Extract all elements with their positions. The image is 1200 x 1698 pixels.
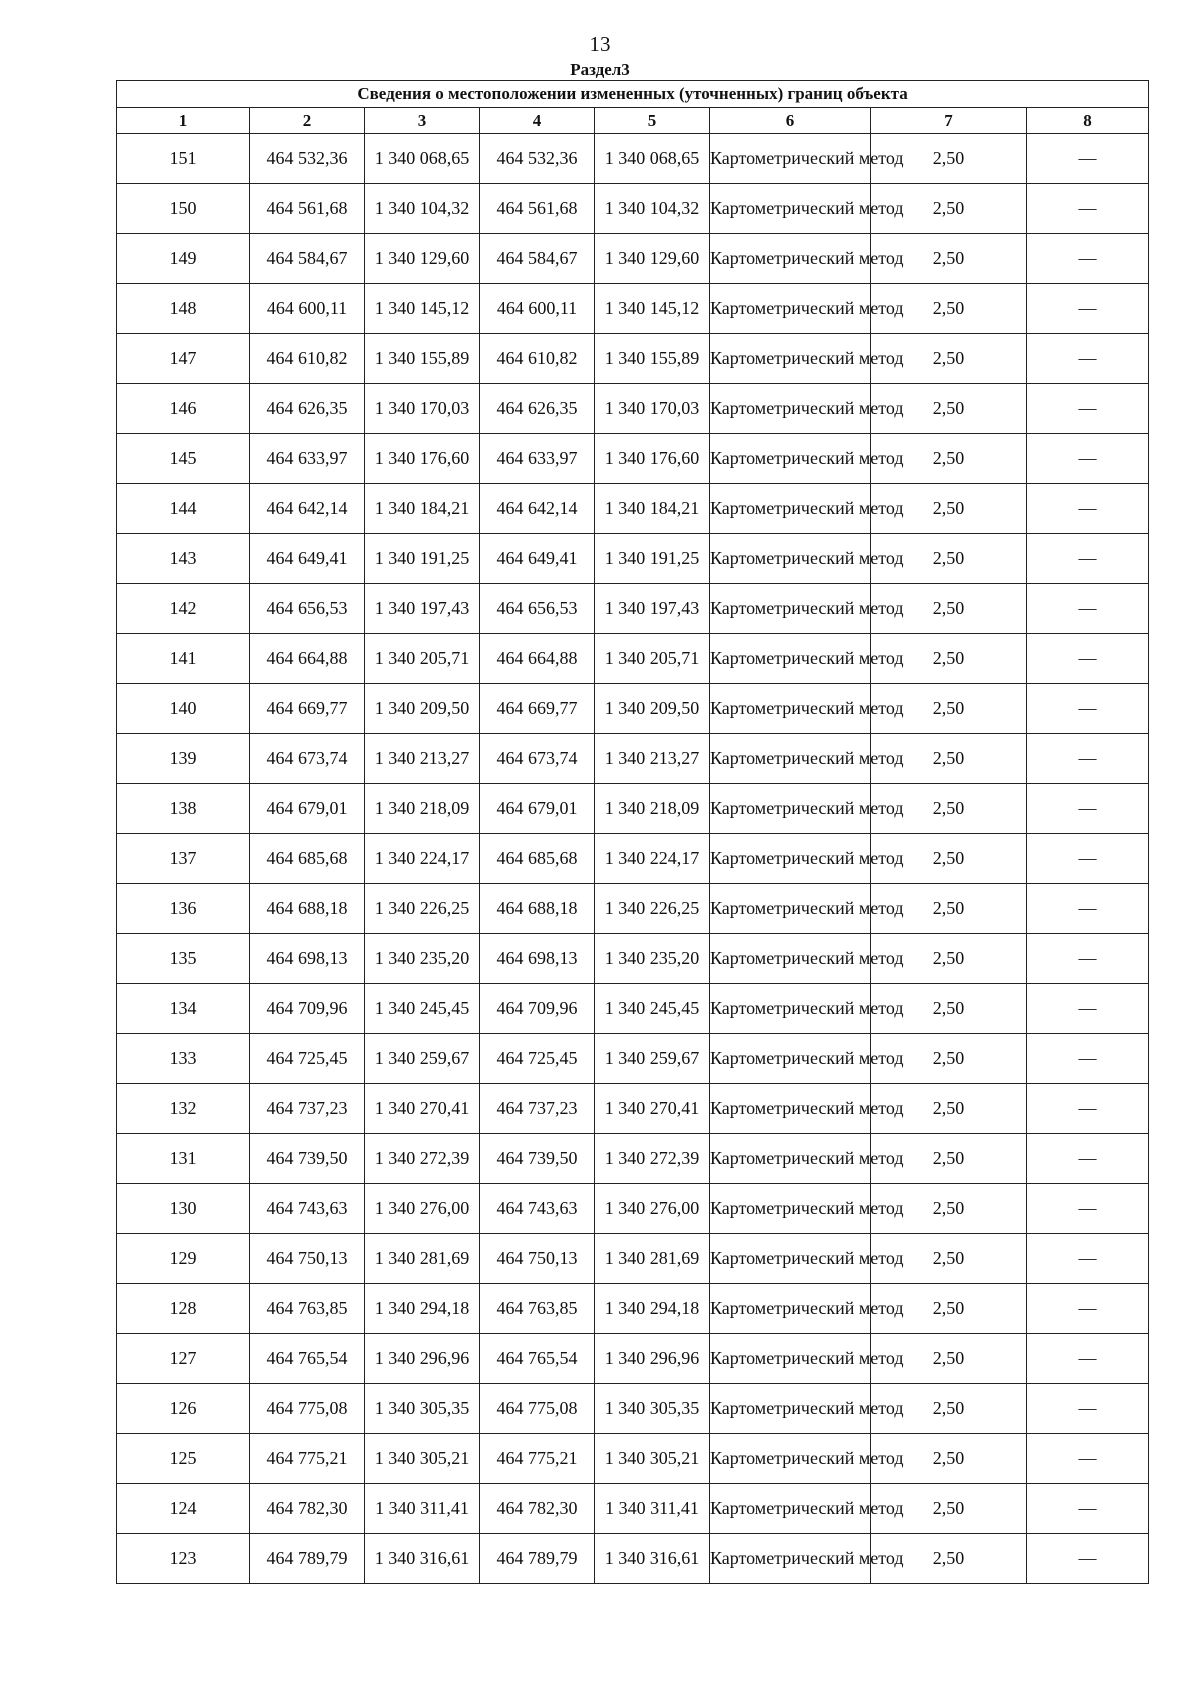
x-old-cell: 464 669,77 xyxy=(250,684,365,734)
accuracy-cell: 2,50 xyxy=(871,284,1027,334)
x-old-cell: 464 775,08 xyxy=(250,1384,365,1434)
accuracy-cell: 2,50 xyxy=(871,734,1027,784)
point-number-cell: 129 xyxy=(117,1234,250,1284)
x-old-cell: 464 765,54 xyxy=(250,1334,365,1384)
point-number-cell: 142 xyxy=(117,584,250,634)
method-cell: Картометрический метод xyxy=(710,684,871,734)
point-number-cell: 147 xyxy=(117,334,250,384)
method-cell: Картометрический метод xyxy=(710,584,871,634)
y-new-cell: 1 340 184,21 xyxy=(595,484,710,534)
table-row xyxy=(117,434,1149,484)
x-old-cell: 464 725,45 xyxy=(250,1034,365,1084)
x-new-cell: 464 626,35 xyxy=(480,384,595,434)
y-old-cell: 1 340 294,18 xyxy=(365,1284,480,1334)
y-old-cell: 1 340 276,00 xyxy=(365,1184,480,1234)
boundary-coordinates-table xyxy=(116,80,1149,1584)
y-old-cell: 1 340 205,71 xyxy=(365,634,480,684)
y-new-cell: 1 340 311,41 xyxy=(595,1484,710,1534)
point-number-cell: 137 xyxy=(117,834,250,884)
table-caption: Сведения о местоположении измененных (уточненных) границ объекта xyxy=(117,81,1149,108)
note-cell: — xyxy=(1027,584,1149,634)
y-new-cell: 1 340 294,18 xyxy=(595,1284,710,1334)
x-new-cell: 464 633,97 xyxy=(480,434,595,484)
x-new-cell: 464 610,82 xyxy=(480,334,595,384)
point-number-cell: 133 xyxy=(117,1034,250,1084)
x-old-cell: 464 532,36 xyxy=(250,134,365,184)
column-number: 4 xyxy=(480,108,595,134)
point-number-cell: 131 xyxy=(117,1134,250,1184)
y-new-cell: 1 340 213,27 xyxy=(595,734,710,784)
y-old-cell: 1 340 184,21 xyxy=(365,484,480,534)
y-new-cell: 1 340 305,21 xyxy=(595,1434,710,1484)
column-number-row xyxy=(117,108,1149,134)
table-row xyxy=(117,534,1149,584)
column-number: 1 xyxy=(117,108,250,134)
column-number: 5 xyxy=(595,108,710,134)
accuracy-cell: 2,50 xyxy=(871,1484,1027,1534)
x-old-cell: 464 782,30 xyxy=(250,1484,365,1534)
point-number-cell: 144 xyxy=(117,484,250,534)
x-old-cell: 464 750,13 xyxy=(250,1234,365,1284)
section-title: Раздел3 xyxy=(570,60,630,79)
x-new-cell: 464 642,14 xyxy=(480,484,595,534)
point-number-cell: 132 xyxy=(117,1084,250,1134)
method-cell: Картометрический метод xyxy=(710,1484,871,1534)
y-old-cell: 1 340 259,67 xyxy=(365,1034,480,1084)
note-cell: — xyxy=(1027,784,1149,834)
x-old-cell: 464 739,50 xyxy=(250,1134,365,1184)
x-new-cell: 464 600,11 xyxy=(480,284,595,334)
method-cell: Картометрический метод xyxy=(710,234,871,284)
x-new-cell: 464 685,68 xyxy=(480,834,595,884)
point-number-cell: 125 xyxy=(117,1434,250,1484)
y-old-cell: 1 340 176,60 xyxy=(365,434,480,484)
y-new-cell: 1 340 235,20 xyxy=(595,934,710,984)
method-cell: Картометрический метод xyxy=(710,1534,871,1584)
note-cell: — xyxy=(1027,1484,1149,1534)
y-new-cell: 1 340 218,09 xyxy=(595,784,710,834)
method-cell: Картометрический метод xyxy=(710,1234,871,1284)
note-cell: — xyxy=(1027,834,1149,884)
point-number-cell: 136 xyxy=(117,884,250,934)
y-old-cell: 1 340 209,50 xyxy=(365,684,480,734)
x-old-cell: 464 626,35 xyxy=(250,384,365,434)
y-old-cell: 1 340 226,25 xyxy=(365,884,480,934)
x-old-cell: 464 743,63 xyxy=(250,1184,365,1234)
table-row xyxy=(117,1084,1149,1134)
table-body xyxy=(117,134,1149,1584)
x-new-cell: 464 698,13 xyxy=(480,934,595,984)
x-new-cell: 464 709,96 xyxy=(480,984,595,1034)
table-row xyxy=(117,1234,1149,1284)
point-number-cell: 143 xyxy=(117,534,250,584)
accuracy-cell: 2,50 xyxy=(871,1234,1027,1284)
y-new-cell: 1 340 259,67 xyxy=(595,1034,710,1084)
point-number-cell: 130 xyxy=(117,1184,250,1234)
y-new-cell: 1 340 104,32 xyxy=(595,184,710,234)
accuracy-cell: 2,50 xyxy=(871,1434,1027,1484)
note-cell: — xyxy=(1027,1134,1149,1184)
column-number: 7 xyxy=(871,108,1027,134)
method-cell: Картометрический метод xyxy=(710,784,871,834)
x-new-cell: 464 561,68 xyxy=(480,184,595,234)
note-cell: — xyxy=(1027,1384,1149,1434)
point-number-cell: 150 xyxy=(117,184,250,234)
method-cell: Картометрический метод xyxy=(710,984,871,1034)
table-row xyxy=(117,1034,1149,1084)
y-old-cell: 1 340 155,89 xyxy=(365,334,480,384)
accuracy-cell: 2,50 xyxy=(871,784,1027,834)
table-row xyxy=(117,1484,1149,1534)
note-cell: — xyxy=(1027,884,1149,934)
method-cell: Картометрический метод xyxy=(710,934,871,984)
method-cell: Картометрический метод xyxy=(710,834,871,884)
y-old-cell: 1 340 170,03 xyxy=(365,384,480,434)
x-new-cell: 464 688,18 xyxy=(480,884,595,934)
table-row xyxy=(117,184,1149,234)
method-cell: Картометрический метод xyxy=(710,1334,871,1384)
x-new-cell: 464 664,88 xyxy=(480,634,595,684)
x-new-cell: 464 679,01 xyxy=(480,784,595,834)
y-new-cell: 1 340 155,89 xyxy=(595,334,710,384)
table-row xyxy=(117,334,1149,384)
x-old-cell: 464 698,13 xyxy=(250,934,365,984)
x-old-cell: 464 584,67 xyxy=(250,234,365,284)
method-cell: Картометрический метод xyxy=(710,434,871,484)
column-number: 2 xyxy=(250,108,365,134)
note-cell: — xyxy=(1027,1234,1149,1284)
y-old-cell: 1 340 224,17 xyxy=(365,834,480,884)
x-old-cell: 464 656,53 xyxy=(250,584,365,634)
method-cell: Картометрический метод xyxy=(710,1384,871,1434)
y-old-cell: 1 340 197,43 xyxy=(365,584,480,634)
accuracy-cell: 2,50 xyxy=(871,584,1027,634)
table-row xyxy=(117,384,1149,434)
method-cell: Картометрический метод xyxy=(710,1284,871,1334)
note-cell: — xyxy=(1027,284,1149,334)
table-row xyxy=(117,834,1149,884)
method-cell: Картометрический метод xyxy=(710,184,871,234)
table-row xyxy=(117,1134,1149,1184)
accuracy-cell: 2,50 xyxy=(871,634,1027,684)
method-cell: Картометрический метод xyxy=(710,1134,871,1184)
method-cell: Картометрический метод xyxy=(710,534,871,584)
y-new-cell: 1 340 305,35 xyxy=(595,1384,710,1434)
x-new-cell: 464 669,77 xyxy=(480,684,595,734)
x-new-cell: 464 737,23 xyxy=(480,1084,595,1134)
note-cell: — xyxy=(1027,1334,1149,1384)
y-old-cell: 1 340 305,35 xyxy=(365,1384,480,1434)
y-new-cell: 1 340 197,43 xyxy=(595,584,710,634)
table-row xyxy=(117,784,1149,834)
y-new-cell: 1 340 176,60 xyxy=(595,434,710,484)
method-cell: Картометрический метод xyxy=(710,134,871,184)
y-new-cell: 1 340 276,00 xyxy=(595,1184,710,1234)
y-old-cell: 1 340 245,45 xyxy=(365,984,480,1034)
y-old-cell: 1 340 068,65 xyxy=(365,134,480,184)
y-new-cell: 1 340 129,60 xyxy=(595,234,710,284)
accuracy-cell: 2,50 xyxy=(871,234,1027,284)
x-new-cell: 464 656,53 xyxy=(480,584,595,634)
table-row xyxy=(117,234,1149,284)
page-number: 13 xyxy=(589,32,611,56)
accuracy-cell: 2,50 xyxy=(871,1084,1027,1134)
column-number: 6 xyxy=(710,108,871,134)
x-new-cell: 464 763,85 xyxy=(480,1284,595,1334)
accuracy-cell: 2,50 xyxy=(871,434,1027,484)
point-number-cell: 128 xyxy=(117,1284,250,1334)
note-cell: — xyxy=(1027,484,1149,534)
accuracy-cell: 2,50 xyxy=(871,184,1027,234)
note-cell: — xyxy=(1027,184,1149,234)
note-cell: — xyxy=(1027,434,1149,484)
table-row xyxy=(117,1434,1149,1484)
table-row xyxy=(117,1334,1149,1384)
table-row xyxy=(117,484,1149,534)
x-old-cell: 464 775,21 xyxy=(250,1434,365,1484)
note-cell: — xyxy=(1027,1034,1149,1084)
x-old-cell: 464 610,82 xyxy=(250,334,365,384)
point-number-cell: 126 xyxy=(117,1384,250,1434)
x-old-cell: 464 789,79 xyxy=(250,1534,365,1584)
point-number-cell: 124 xyxy=(117,1484,250,1534)
method-cell: Картометрический метод xyxy=(710,1084,871,1134)
x-new-cell: 464 750,13 xyxy=(480,1234,595,1284)
table-row xyxy=(117,984,1149,1034)
x-new-cell: 464 775,21 xyxy=(480,1434,595,1484)
accuracy-cell: 2,50 xyxy=(871,1034,1027,1084)
x-new-cell: 464 782,30 xyxy=(480,1484,595,1534)
x-old-cell: 464 688,18 xyxy=(250,884,365,934)
y-old-cell: 1 340 281,69 xyxy=(365,1234,480,1284)
x-new-cell: 464 725,45 xyxy=(480,1034,595,1084)
accuracy-cell: 2,50 xyxy=(871,1134,1027,1184)
table-row xyxy=(117,134,1149,184)
x-old-cell: 464 561,68 xyxy=(250,184,365,234)
x-old-cell: 464 679,01 xyxy=(250,784,365,834)
note-cell: — xyxy=(1027,1084,1149,1134)
x-old-cell: 464 649,41 xyxy=(250,534,365,584)
accuracy-cell: 2,50 xyxy=(871,134,1027,184)
method-cell: Картометрический метод xyxy=(710,334,871,384)
y-new-cell: 1 340 191,25 xyxy=(595,534,710,584)
method-cell: Картометрический метод xyxy=(710,734,871,784)
y-old-cell: 1 340 191,25 xyxy=(365,534,480,584)
note-cell: — xyxy=(1027,1284,1149,1334)
y-old-cell: 1 340 104,32 xyxy=(365,184,480,234)
point-number-cell: 140 xyxy=(117,684,250,734)
y-old-cell: 1 340 311,41 xyxy=(365,1484,480,1534)
accuracy-cell: 2,50 xyxy=(871,684,1027,734)
accuracy-cell: 2,50 xyxy=(871,334,1027,384)
y-new-cell: 1 340 224,17 xyxy=(595,834,710,884)
table-row xyxy=(117,1184,1149,1234)
x-new-cell: 464 673,74 xyxy=(480,734,595,784)
y-old-cell: 1 340 272,39 xyxy=(365,1134,480,1184)
point-number-cell: 134 xyxy=(117,984,250,1034)
table-row xyxy=(117,584,1149,634)
note-cell: — xyxy=(1027,334,1149,384)
note-cell: — xyxy=(1027,1184,1149,1234)
accuracy-cell: 2,50 xyxy=(871,384,1027,434)
point-number-cell: 148 xyxy=(117,284,250,334)
y-new-cell: 1 340 068,65 xyxy=(595,134,710,184)
y-old-cell: 1 340 305,21 xyxy=(365,1434,480,1484)
table-row xyxy=(117,734,1149,784)
method-cell: Картометрический метод xyxy=(710,484,871,534)
column-number: 8 xyxy=(1027,108,1149,134)
x-old-cell: 464 709,96 xyxy=(250,984,365,1034)
point-number-cell: 149 xyxy=(117,234,250,284)
accuracy-cell: 2,50 xyxy=(871,934,1027,984)
y-new-cell: 1 340 296,96 xyxy=(595,1334,710,1384)
point-number-cell: 145 xyxy=(117,434,250,484)
accuracy-cell: 2,50 xyxy=(871,1384,1027,1434)
x-new-cell: 464 532,36 xyxy=(480,134,595,184)
note-cell: — xyxy=(1027,684,1149,734)
method-cell: Картометрический метод xyxy=(710,884,871,934)
point-number-cell: 139 xyxy=(117,734,250,784)
x-old-cell: 464 633,97 xyxy=(250,434,365,484)
y-old-cell: 1 340 296,96 xyxy=(365,1334,480,1384)
x-new-cell: 464 789,79 xyxy=(480,1534,595,1584)
point-number-cell: 151 xyxy=(117,134,250,184)
y-new-cell: 1 340 281,69 xyxy=(595,1234,710,1284)
note-cell: — xyxy=(1027,384,1149,434)
y-new-cell: 1 340 272,39 xyxy=(595,1134,710,1184)
table-row xyxy=(117,284,1149,334)
accuracy-cell: 2,50 xyxy=(871,1284,1027,1334)
table-row xyxy=(117,684,1149,734)
x-new-cell: 464 649,41 xyxy=(480,534,595,584)
method-cell: Картометрический метод xyxy=(710,1434,871,1484)
x-old-cell: 464 673,74 xyxy=(250,734,365,784)
note-cell: — xyxy=(1027,734,1149,784)
accuracy-cell: 2,50 xyxy=(871,984,1027,1034)
y-old-cell: 1 340 213,27 xyxy=(365,734,480,784)
point-number-cell: 127 xyxy=(117,1334,250,1384)
y-new-cell: 1 340 170,03 xyxy=(595,384,710,434)
note-cell: — xyxy=(1027,1534,1149,1584)
note-cell: — xyxy=(1027,234,1149,284)
table-row xyxy=(117,934,1149,984)
y-new-cell: 1 340 270,41 xyxy=(595,1084,710,1134)
accuracy-cell: 2,50 xyxy=(871,1184,1027,1234)
x-old-cell: 464 763,85 xyxy=(250,1284,365,1334)
x-old-cell: 464 737,23 xyxy=(250,1084,365,1134)
note-cell: — xyxy=(1027,634,1149,684)
method-cell: Картометрический метод xyxy=(710,1034,871,1084)
y-old-cell: 1 340 145,12 xyxy=(365,284,480,334)
point-number-cell: 123 xyxy=(117,1534,250,1584)
accuracy-cell: 2,50 xyxy=(871,484,1027,534)
x-old-cell: 464 642,14 xyxy=(250,484,365,534)
y-old-cell: 1 340 316,61 xyxy=(365,1534,480,1584)
x-new-cell: 464 584,67 xyxy=(480,234,595,284)
note-cell: — xyxy=(1027,534,1149,584)
y-new-cell: 1 340 209,50 xyxy=(595,684,710,734)
method-cell: Картометрический метод xyxy=(710,384,871,434)
x-new-cell: 464 765,54 xyxy=(480,1334,595,1384)
note-cell: — xyxy=(1027,934,1149,984)
accuracy-cell: 2,50 xyxy=(871,834,1027,884)
method-cell: Картометрический метод xyxy=(710,634,871,684)
y-new-cell: 1 340 316,61 xyxy=(595,1534,710,1584)
y-old-cell: 1 340 129,60 xyxy=(365,234,480,284)
method-cell: Картометрический метод xyxy=(710,1184,871,1234)
point-number-cell: 135 xyxy=(117,934,250,984)
method-cell: Картометрический метод xyxy=(710,284,871,334)
accuracy-cell: 2,50 xyxy=(871,884,1027,934)
x-old-cell: 464 685,68 xyxy=(250,834,365,884)
y-new-cell: 1 340 226,25 xyxy=(595,884,710,934)
accuracy-cell: 2,50 xyxy=(871,1534,1027,1584)
table-row xyxy=(117,634,1149,684)
y-old-cell: 1 340 218,09 xyxy=(365,784,480,834)
y-new-cell: 1 340 205,71 xyxy=(595,634,710,684)
table-row xyxy=(117,1534,1149,1584)
note-cell: — xyxy=(1027,984,1149,1034)
x-new-cell: 464 775,08 xyxy=(480,1384,595,1434)
x-new-cell: 464 739,50 xyxy=(480,1134,595,1184)
y-old-cell: 1 340 235,20 xyxy=(365,934,480,984)
point-number-cell: 141 xyxy=(117,634,250,684)
point-number-cell: 146 xyxy=(117,384,250,434)
note-cell: — xyxy=(1027,134,1149,184)
accuracy-cell: 2,50 xyxy=(871,1334,1027,1384)
table-row xyxy=(117,1384,1149,1434)
note-cell: — xyxy=(1027,1434,1149,1484)
x-new-cell: 464 743,63 xyxy=(480,1184,595,1234)
x-old-cell: 464 600,11 xyxy=(250,284,365,334)
y-new-cell: 1 340 145,12 xyxy=(595,284,710,334)
point-number-cell: 138 xyxy=(117,784,250,834)
y-new-cell: 1 340 245,45 xyxy=(595,984,710,1034)
y-old-cell: 1 340 270,41 xyxy=(365,1084,480,1134)
x-old-cell: 464 664,88 xyxy=(250,634,365,684)
column-number: 3 xyxy=(365,108,480,134)
accuracy-cell: 2,50 xyxy=(871,534,1027,584)
table-row xyxy=(117,1284,1149,1334)
table-row xyxy=(117,884,1149,934)
